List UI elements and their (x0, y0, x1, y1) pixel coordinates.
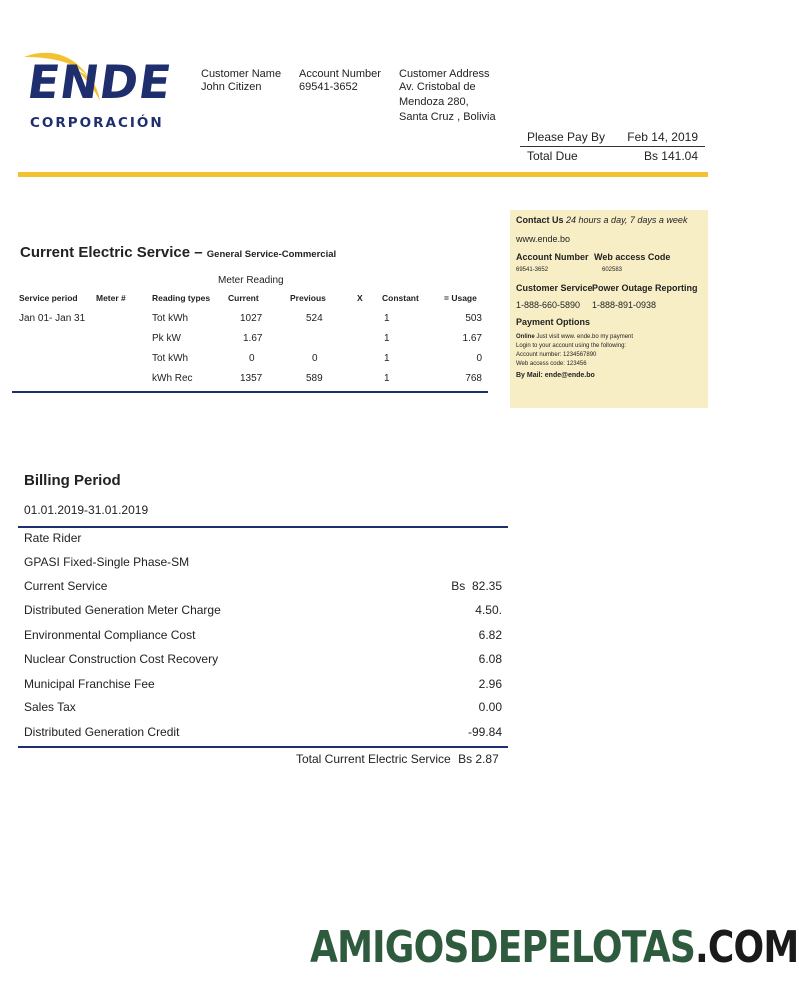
contact-account-number: 69541-3652 (516, 267, 549, 273)
reading-previous: 589 (306, 373, 323, 384)
reading-previous: 0 (312, 353, 318, 364)
reading-usage: 768 (465, 373, 482, 384)
rate-rider-label: Rate Rider (24, 531, 82, 545)
reading-constant: 1 (384, 353, 390, 364)
billing-divider-top (18, 526, 508, 528)
reading-previous: 524 (306, 313, 323, 324)
billing-item (24, 603, 502, 617)
login-text: Login to your account using the following: (516, 343, 627, 349)
reading-constant: 1 (384, 373, 390, 384)
customer-name-block (201, 68, 281, 95)
billing-item-amount: 2.96 (478, 677, 502, 691)
column-header: Previous (290, 293, 326, 303)
payment-options-label: Payment Options (516, 317, 591, 327)
billing-divider-bottom (18, 746, 508, 748)
account-number-label: Account Number (299, 68, 381, 80)
billing-item-amount: 6.82 (478, 628, 502, 642)
online-text: Just visit www. ende.bo my payment (536, 334, 634, 340)
web-access-label: Web access Code (594, 252, 671, 262)
reading-constant: 1 (384, 313, 390, 324)
billing-item-label: Distributed Generation Meter Charge (24, 603, 221, 617)
customer-address-block (399, 68, 496, 125)
payment-summary (520, 128, 705, 165)
billing-item (24, 677, 502, 691)
contact-website[interactable]: www.ende.bo (516, 234, 571, 244)
address-line: Santa Cruz , Bolivia (399, 111, 496, 123)
billing-item-label: Environmental Compliance Cost (24, 628, 196, 642)
reading-type: Pk kW (152, 333, 181, 344)
service-period: Jan 01- Jan 31 (19, 313, 86, 324)
contact-web-access-code: 602583 (602, 267, 623, 273)
account-number-block (299, 68, 381, 95)
watermark (310, 922, 798, 973)
rate-rider (24, 531, 502, 545)
address-line: Av. Cristobal de (399, 81, 476, 93)
pay-by-date: Feb 14, 2019 (627, 130, 698, 144)
power-outage-phone: 1-888-891-0938 (592, 300, 657, 310)
reading-usage: 503 (465, 313, 482, 324)
billing-item-label: Distributed Generation Credit (24, 725, 180, 739)
column-header: X (357, 293, 363, 303)
reading-current: 1357 (240, 373, 263, 384)
billing-item-amount: -99.84 (467, 725, 502, 739)
power-outage-label: Power Outage Reporting (592, 283, 698, 293)
reading-current: 1.67 (243, 333, 263, 344)
logo-wordmark: ENDE (24, 55, 176, 109)
customer-name: John Citizen (201, 81, 262, 93)
total-due-row (520, 147, 705, 165)
address-line: Mendoza 280, (399, 96, 469, 108)
logo-subtitle: CORPORACIÓN (30, 115, 164, 131)
column-header: Current (228, 293, 259, 303)
contact-heading-line (516, 215, 687, 225)
pay-by-label: Please Pay By (527, 130, 606, 144)
billing-item (24, 579, 502, 593)
billing-item-amount: Bs 82.35 (451, 579, 502, 593)
customer-service-phone: 1-888-660-5890 (516, 300, 581, 310)
customer-service-label: Customer Service (516, 283, 593, 293)
pay-by-row (520, 128, 705, 147)
reading-constant: 1 (384, 333, 390, 344)
billing-item-label: Municipal Franchise Fee (24, 677, 155, 691)
billing-item-amount: 6.08 (478, 652, 502, 666)
column-header: = Usage (444, 293, 477, 303)
reading-current: 0 (249, 353, 255, 364)
total-due-label: Total Due (527, 149, 578, 163)
billing-item-label: Current Service (24, 579, 108, 593)
billing-item (24, 725, 502, 739)
column-header: Constant (382, 293, 419, 303)
total-current-service (296, 752, 499, 766)
billing-item-amount: 0.00 (478, 700, 502, 714)
account-text: Account number: 1234567890 (516, 352, 597, 358)
billing-item-label: Sales Tax (24, 700, 76, 714)
account-number: 69541-3652 (299, 81, 358, 93)
reading-type: Tot kWh (152, 313, 189, 324)
reading-usage: 0 (476, 353, 482, 364)
billing-title: Billing Period (24, 472, 121, 489)
reading-current: 1027 (240, 313, 263, 324)
total-due-amount: Bs 141.04 (643, 149, 698, 163)
customer-name-label: Customer Name (201, 68, 282, 80)
reading-type: Tot kWh (152, 353, 189, 364)
billing-item-amount: 4.50. (475, 603, 502, 617)
column-header: Service period (19, 293, 78, 303)
service-divider (12, 391, 488, 393)
meter-reading-label: Meter Reading (218, 275, 284, 286)
ende-logo (20, 45, 180, 140)
reading-usage: 1.67 (462, 333, 482, 344)
billing-item-label: Nuclear Construction Cost Recovery (24, 652, 219, 666)
rate-name: GPASI Fixed-Single Phase-SM (24, 555, 190, 569)
online-payment-line (516, 334, 633, 340)
online-label: Online (516, 334, 535, 340)
total-label: Total Current Electric Service (296, 752, 451, 766)
billing-item (24, 700, 502, 714)
service-title-text: Current Electric Service – (20, 244, 203, 261)
column-header: Meter # (96, 293, 126, 303)
billing-dates: 01.01.2019-31.01.2019 (24, 503, 149, 517)
contact-hours: 24 hours a day, 7 days a week (566, 215, 688, 225)
customer-address-label: Customer Address (399, 68, 490, 80)
watermark-main: AMIGOSDEPELOTAS (310, 922, 696, 973)
contact-box (510, 210, 708, 408)
billing-item (24, 652, 502, 666)
service-subtitle: General Service-Commercial (206, 249, 337, 260)
service-title (20, 244, 336, 261)
web-code-text: Web access code: 123456 (516, 361, 587, 367)
mail-text: By Mail: ende@ende.bo (516, 372, 595, 379)
contact-heading: Contact Us (516, 215, 564, 225)
billing-item (24, 628, 502, 642)
watermark-domain: .COM (695, 922, 799, 973)
rate-name-row (24, 555, 502, 569)
column-header: Reading types (152, 293, 211, 303)
total-amount: Bs 2.87 (458, 752, 499, 766)
account-number-label: Account Number (516, 252, 589, 262)
header-divider (18, 172, 708, 177)
reading-type: kWh Rec (152, 373, 193, 384)
